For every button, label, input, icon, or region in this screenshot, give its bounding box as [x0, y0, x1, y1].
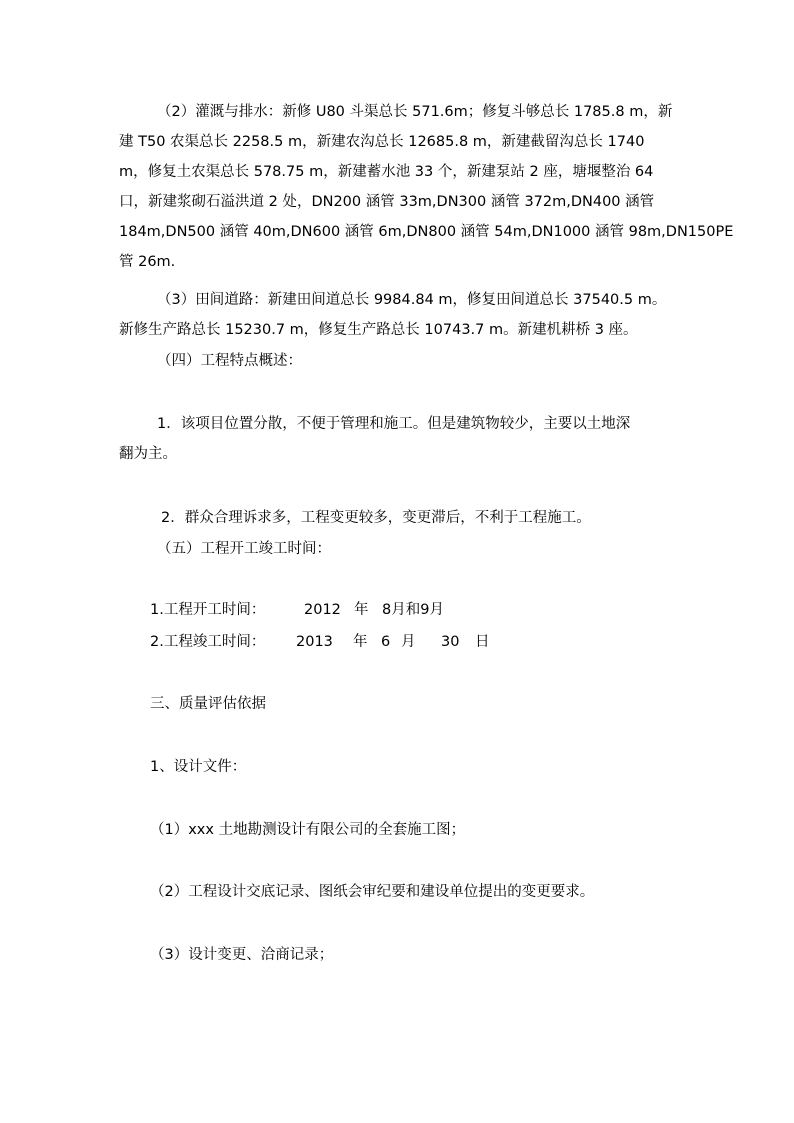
- paragraph-line: （2）灌溉与排水：新修 U80 斗渠总长 571.6m；修复斗够总长 1785.8 m，新: [157, 104, 673, 120]
- finish-month: 6: [381, 634, 391, 650]
- finish-year: 2013: [296, 634, 333, 650]
- paragraph-line: （3）田间道路：新建田间道总长 9984.84 m，修复田间道总长 37540.5 m。: [157, 292, 667, 308]
- start-date-label: 1.工程开工时间：: [150, 602, 266, 618]
- start-year-unit: 年: [354, 602, 369, 618]
- start-year: 2012: [304, 602, 341, 618]
- paragraph-feature-2: 2．群众合理诉求多，工程变更较多，变更滞后，不利于工程施工。: [161, 510, 591, 526]
- paragraph-line: 口，新建浆砌石溢洪道 2 处，DN200 涵管 33m,DN300 涵管 372m,DN400 涵管: [119, 194, 655, 210]
- paragraph-line: 建 T50 农渠总长 2258.5 m，新建农沟总长 12685.8 m，新建截留沟总长 1740: [119, 134, 645, 150]
- paragraph-feature-1: [119, 409, 685, 469]
- finish-date-line: [119, 627, 716, 657]
- paragraph-line: 管 26m.: [119, 254, 176, 270]
- paragraph-roads: [119, 285, 685, 345]
- paragraph-line: m，修复土农渠总长 578.75 m，新建蓄水池 33 个，新建泵站 2 座，塘堰整治 64: [119, 164, 654, 180]
- design-item: （1）xxx 土地勘测设计有限公司的全套施工图；: [150, 822, 466, 838]
- paragraph-irrigation: [119, 97, 734, 277]
- design-item: （3）设计变更、洽商记录；: [150, 947, 334, 963]
- section-heading-features: （四）工程特点概述：: [157, 353, 302, 369]
- design-documents-heading: 1、设计文件：: [150, 759, 247, 775]
- paragraph-line: 翻为主。: [119, 446, 177, 462]
- paragraph-line: 184m,DN500 涵管 40m,DN600 涵管 6m,DN800 涵管 54m,DN1000 涵管 98m,DN150PE: [119, 224, 734, 240]
- start-month: 8月和9月: [382, 602, 444, 618]
- paragraph-line: 1．该项目位置分散，不便于管理和施工。但是建筑物较少，主要以土地深: [157, 416, 631, 432]
- section-heading-quality-basis: 三、质量评估依据: [150, 696, 266, 712]
- paragraph-line: 新修生产路总长 15230.7 m，修复生产路总长 10743.7 m。新建机耕桥 3 座。: [119, 322, 638, 338]
- finish-month-unit: 月: [401, 634, 416, 650]
- design-item: （2）工程设计交底记录、图纸会审纪要和建设单位提出的变更要求。: [150, 884, 595, 900]
- finish-day-unit: 日: [475, 634, 490, 650]
- finish-year-unit: 年: [353, 634, 368, 650]
- section-heading-schedule: （五）工程开工竣工时间：: [157, 541, 331, 557]
- finish-day: 30: [441, 634, 460, 650]
- start-date-line: [119, 595, 716, 625]
- finish-date-label: 2.工程竣工时间：: [150, 634, 266, 650]
